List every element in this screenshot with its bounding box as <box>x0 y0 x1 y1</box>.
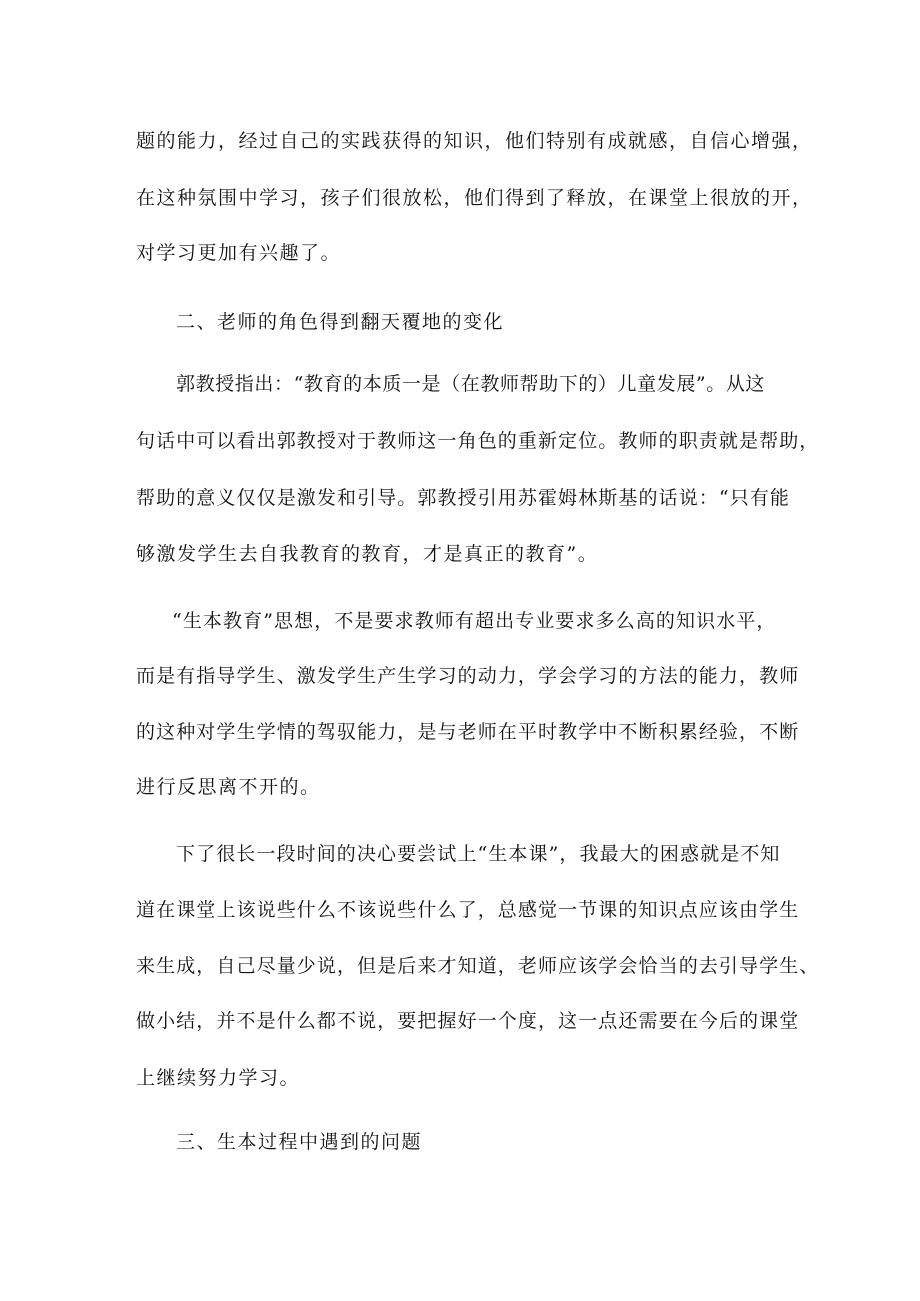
paragraph-3-line-1: “生本教育”思想，不是要求教师有超出专业要求多么高的知识水平， <box>172 610 777 632</box>
paragraph-4-line-2: 道在课堂上该说些什么不该说些什么了，总感觉一节课的知识点应该由学生 <box>136 899 800 921</box>
paragraph-2-line-2: 句话中可以看出郭教授对于教师这一角色的重新定位。教师的职责就是帮助， <box>136 430 820 452</box>
paragraph-4-line-5: 上继续努力学习。 <box>136 1067 301 1089</box>
paragraph-4-line-4: 做小结，并不是什么都不说，要把握好一个度，这一点还需要在今后的课堂 <box>136 1010 800 1032</box>
paragraph-3-line-2: 而是有指导学生、激发学生产生学习的动力，学会学习的方法的能力，教师 <box>136 665 800 687</box>
section-heading-3: 三、生本过程中遇到的问题 <box>176 1131 423 1153</box>
paragraph-2-line-3: 帮助的意义仅仅是激发和引导。郭教授引用苏霍姆林斯基的话说：“只有能 <box>136 487 791 509</box>
paragraph-3-line-4: 进行反思离不开的。 <box>136 776 321 798</box>
paragraph-2-line-1: 郭教授指出：“教育的本质一是（在教师帮助下的）儿童发展”。从这 <box>176 373 766 395</box>
section-heading-2: 二、老师的角色得到翻天覆地的变化 <box>176 311 505 333</box>
paragraph-2-line-4: 够激发学生去自我教育的教育，才是真正的教育”。 <box>136 543 599 565</box>
paragraph-4-line-1: 下了很长一段时间的决心要尝试上“生本课”，我最大的困惑就是不知 <box>176 843 781 865</box>
paragraph-4-line-3: 来生成，自己尽量少说，但是后来才知道，老师应该学会恰当的去引导学生、 <box>136 955 820 977</box>
paragraph-3-line-3: 的这种对学生学情的驾驭能力，是与老师在平时教学中不断积累经验，不断 <box>136 721 800 743</box>
paragraph-1-line-2: 在这种氛围中学习，孩子们很放松，他们得到了释放，在课堂上很放的开， <box>136 187 813 209</box>
paragraph-1-line-3: 对学习更加有兴趣了。 <box>136 242 342 264</box>
paragraph-1-line-1: 题的能力，经过自己的实践获得的知识，他们特别有成就感，自信心增强， <box>136 130 813 152</box>
